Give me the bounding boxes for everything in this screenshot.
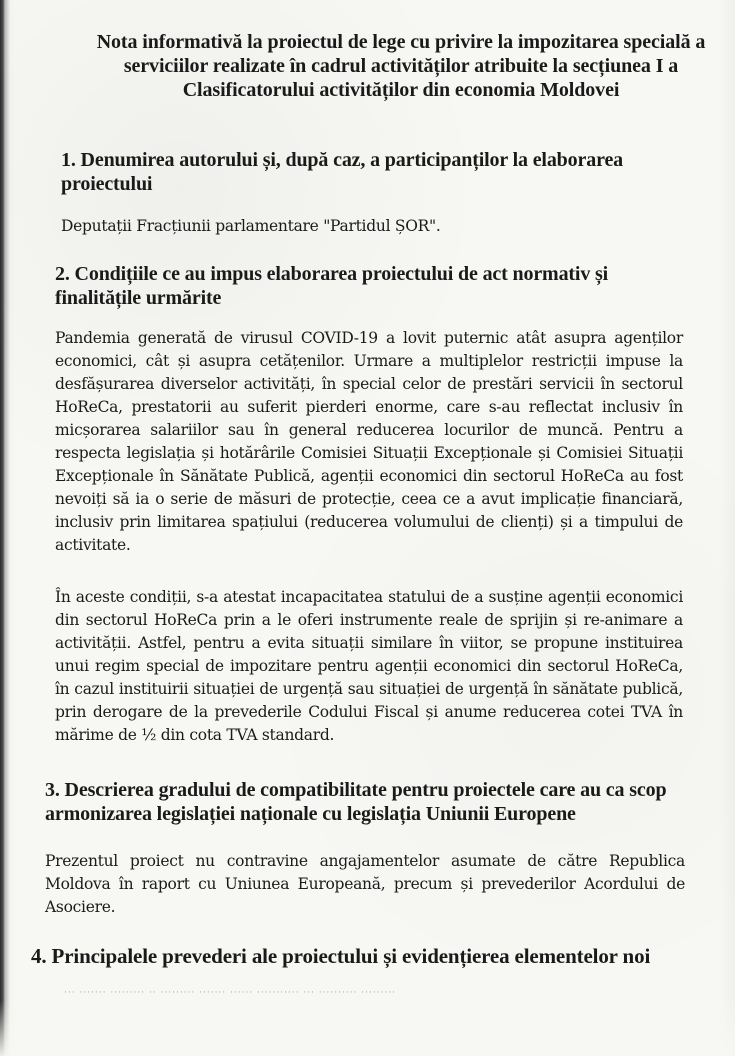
section-2-paragraph-2: În aceste condiții, s-a atestat incapacitatea statului de a susține agenții economici din sectorul HoReCa prin a le oferi instrumente reale de sprijin și re-animare a activității. Astfel, pentru a evita situații similare în viitor, se propune instituirea unui regim special de impozitare pentru agenții economici din sectorul HoReCa, în cazul instituirii situației de urgență sau situației de urgență în sănătate publică, prin derogare de la prevederile Codului Fiscal și anume reducerea cotei TVA în mărime de ½ din cota TVA standard.	[55, 588, 683, 744]
section-1-paragraph: Deputații Fracțiunii parlamentare "Partidul ȘOR".	[61, 217, 441, 235]
scan-bottom-fade	[0, 1000, 735, 1056]
section-3-paragraph: Prezentul proiect nu contravine angajamentelor asumate de către Republica Moldova în raport cu Uniunea Europeană, precum și prevederilor Acordului de Asociere.	[45, 852, 685, 916]
section-4-heading: 4. Principalele prevederi ale proiectului și evidențierea elementelor noi	[31, 944, 651, 968]
section-1-heading: 1. Denumirea autorului și, după caz, a participanților la elaborarea proiectului	[61, 149, 624, 195]
section-2-heading: 2. Condițiile ce au impus elaborarea proiectului de act normativ și finalitățile urmărite	[55, 263, 609, 309]
scan-binding-edge	[0, 0, 10, 1056]
section-2-paragraph-1: Pandemia generată de virusul COVID-19 a lovit puternic atât asupra agenților economici, cât și asupra cetățenilor. Urmare a multiplelor restricții impuse la desfășurarea diverselor activități, în special celor de prestări servicii în sectorul HoReCa, prestatorii au suferit pierderi enorme, care s-au reflectat inclusiv în micșorarea salariilor sau în general reducerea locurilor de muncă. Pentru a respecta legislația și hotărârile Comisiei Situații Excepționale și Comisiei Situații Excepționale în Sănătate Publică, agenții economici din sectorul HoReCa au fost nevoiți să ia o serie de măsuri de protecție, ceea ce a avut implicație financiară, inclusiv prin limitarea spațiului (reducerea volumului de clienți) și a timpului de activitate.	[55, 329, 683, 554]
section-3-heading: 3. Descrierea gradului de compatibilitate pentru proiectele care au ca scop armonizarea legislației naționale cu legislația Uniunii Europene	[45, 779, 667, 825]
document-title: Nota informativă la proiectul de lege cu privire la impozitarea specială a serviciilor realizate în cadrul activităților atribuite la secțiunea I a Clasificatorului activităților din economia Moldovei	[96, 31, 706, 101]
cut-off-text-line: ··· ······· ········· ·· ········· ······· ······ ··········· ··· ·········· ·········	[64, 988, 397, 998]
